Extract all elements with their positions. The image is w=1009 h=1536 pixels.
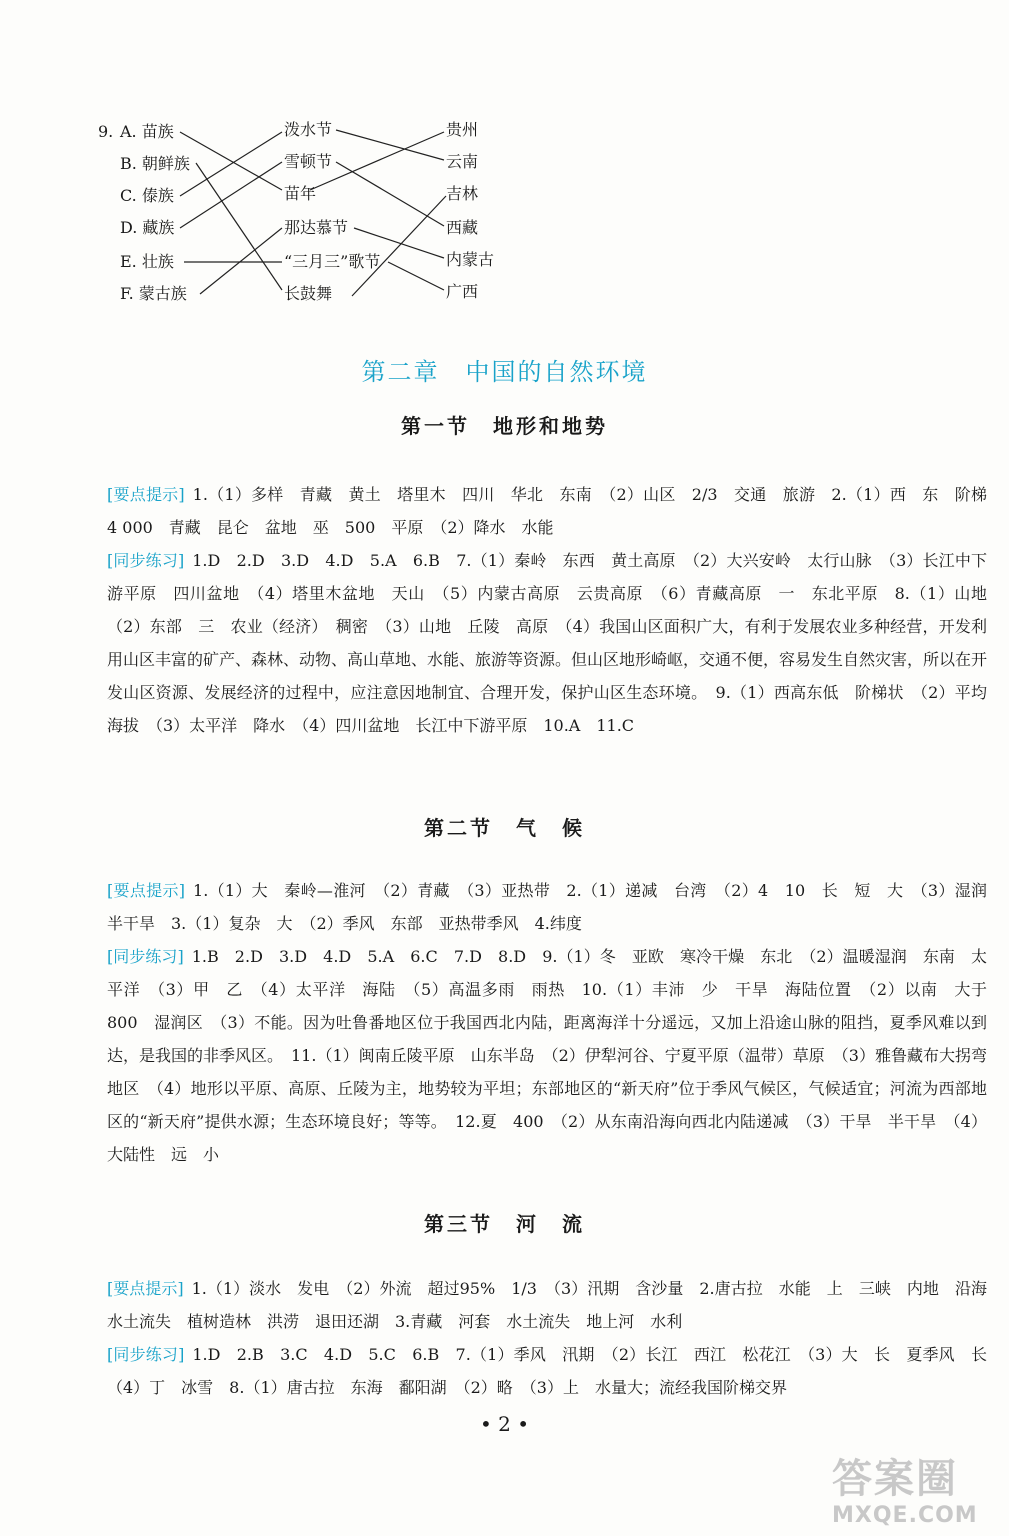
ethnic-group-a: A. 苗族 — [120, 122, 174, 141]
key-points-tag: [要点提示] — [107, 1279, 184, 1298]
answer-text: 1.B 2.D 3.D 4.D 5.A 6.C 7.D 8.D 9.（1）冬 亚欧 寒冷干燥 东北 （2）温暖湿润 东南 太平洋 （3）甲 乙 （4）太平洋 海陆 （5）高温多雨 雨热 10.（1）丰沛 少 干旱 海陆位置 （2）以南 大于 800 湿润区 （3）不能。因为吐鲁番地区位于我国西北内陆，距离海洋十分遥远，又加上沿途山脉的阻挡，夏季风难以到达，是我国的非季风区。 11.（1）闽南丘陵平原 山东半岛 （2）伊犁河谷、宁夏平原（温带）草原 （3）雅鲁藏布大拐弯地区 （4）地形以平原、高原、丘陵为主，地势较为平坦；东部地区的“新天府”位于季风气候区，气候适宜；河流为西部地区的“新天府”提供水源；生态环境良好；等等。 12.夏 400 （2）从东南沿海向西北内陆递减 （3）干旱 半干旱 （4）大陆性 远 小 — [107, 947, 1004, 1164]
key-points-tag: [要点提示] — [107, 485, 185, 504]
answer-text: 1.（1）大 秦岭—淮河 （2）青藏 （3）亚热带 2.（1）递减 台湾 （2）4 10 长 短 大 （3）湿润 半干旱 3.（1）复杂 大 （2）季风 东部 亚热带季风 4.纬度 — [107, 881, 1004, 933]
province-6: 广西 — [446, 282, 479, 301]
watermark-main-text: 答案圈 — [832, 1456, 958, 1502]
province-4: 西藏 — [446, 218, 479, 237]
match-line — [336, 162, 444, 226]
section-title-rivers: 第三节 河 流 — [424, 1212, 585, 1236]
section-2-key-points — [107, 874, 1004, 940]
festival-3: 苗年 — [284, 184, 317, 203]
ethnic-group-c: C. 傣族 — [120, 186, 174, 205]
match-line — [352, 196, 446, 296]
province-2: 云南 — [446, 152, 479, 171]
festival-6: 长鼓舞 — [284, 284, 333, 303]
festival-5: “三月三”歌节 — [284, 252, 381, 271]
festival-2: 雪顿节 — [284, 152, 333, 171]
watermark-logo — [832, 1455, 1002, 1533]
section-title-terrain: 第一节 地形和地势 — [401, 414, 608, 438]
section-3-key-points — [107, 1272, 1004, 1338]
ethnic-group-d: D. 藏族 — [120, 218, 175, 237]
match-line — [180, 162, 282, 228]
province-3: 吉林 — [446, 184, 479, 203]
match-line — [388, 262, 444, 290]
section-title-climate: 第二节 气 候 — [424, 816, 585, 840]
practice-tag: [同步练习] — [107, 551, 185, 570]
matching-exercise — [0, 0, 1009, 320]
page-number: • 2 • — [479, 1412, 530, 1436]
match-line — [200, 228, 282, 294]
festival-4: 那达慕节 — [284, 218, 349, 237]
key-points-tag: [要点提示] — [107, 881, 186, 900]
match-line — [180, 132, 282, 196]
festival-1: 泼水节 — [284, 120, 333, 139]
section-2-practice — [107, 940, 1004, 1171]
section-1-key-points — [107, 478, 1004, 544]
match-line — [180, 132, 282, 190]
ethnic-group-e: E. 壮族 — [120, 252, 174, 271]
practice-tag: [同步练习] — [107, 947, 184, 966]
answer-text: 1.（1）淡水 发电 （2）外流 超过95% 1/3 （3）汛期 含沙量 2.唐古拉 水能 上 三峡 内地 沿海 水土流失 植树造林 洪涝 退田还湖 3.青藏 河套 水土流失 地上河 水利 — [107, 1279, 1004, 1331]
answer-text: 1.D 2.B 3.C 4.D 5.C 6.B 7.（1）季风 汛期 （2）长江 西江 松花江 （3）大 长 夏季风 长 （4）丁 冰雪 8.（1）唐古拉 东海 鄱阳湖 （2）略 （3）上 水量大；流经我国阶梯交界 — [107, 1345, 1003, 1397]
ethnic-group-f: F. 蒙古族 — [120, 284, 187, 303]
watermark-url-text: MXQE.COM — [832, 1503, 978, 1528]
chapter-title: 第二章 中国的自然环境 — [361, 358, 648, 386]
practice-tag: [同步练习] — [107, 1345, 185, 1364]
province-5: 内蒙古 — [446, 250, 495, 269]
section-3-practice — [107, 1338, 1003, 1404]
answer-text: 1.（1）多样 青藏 黄土 塔里木 四川 华北 东南 （2）山区 2/3 交通 旅游 2.（1）西 东 阶梯 4 000 青藏 昆仑 盆地 巫 500 平原 （2）降水 水能 — [107, 485, 1004, 537]
province-1: 贵州 — [446, 120, 479, 139]
question-number: 9. — [98, 122, 114, 141]
ethnic-group-b: B. 朝鲜族 — [120, 154, 190, 173]
answer-text: 1.D 2.D 3.D 4.D 5.A 6.B 7.（1）秦岭 东西 黄土高原 （2）大兴安岭 太行山脉 （3）长江中下游平原 四川盆地 （4）塔里木盆地 天山 （5）内蒙古高原 云贵高原 （6）青藏高原 一 东北平原 8.（1）山地 （2）东部 三 农业（经济） 稠密 （3）山地 丘陵 高原 （4）我国山区面积广大，有利于发展农业多种经营，开发利用山区丰富的矿产、森林、动物、高山草地、水能、旅游等资源。但山区地形崎岖，交通不便，容易发生自然灾害，所以在开发山区资源、发展经济的过程中，应注意因地制宜、合理开发，保护山区生态环境。 9.（1）西高东低 阶梯状 （2）平均海拔 （3）太平洋 降水 （4）四川盆地 长江中下游平原 10.A 11.C — [107, 551, 1004, 735]
section-1-practice — [107, 544, 1004, 742]
